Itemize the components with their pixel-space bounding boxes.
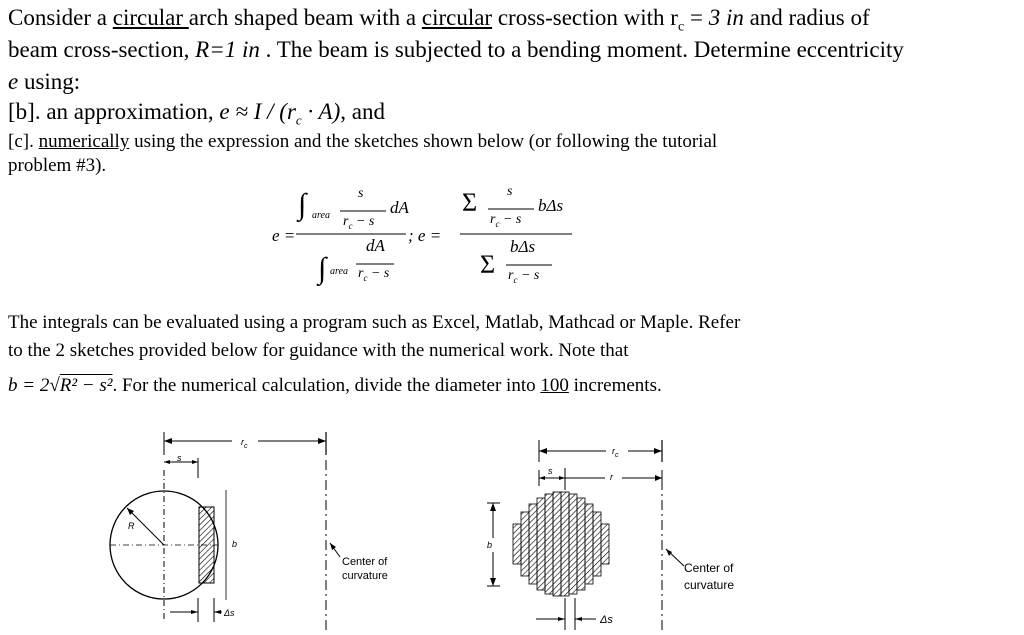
sum-num-bds: bΔs: [538, 196, 564, 215]
right-r-label: r: [610, 472, 613, 482]
R-value: R=1 in: [195, 37, 260, 62]
sub-c: c: [348, 220, 353, 231]
strip: [521, 512, 529, 576]
minus-s: − s: [367, 266, 390, 281]
r: r: [508, 268, 514, 283]
right-b-label: b: [487, 540, 493, 550]
strip: [585, 504, 593, 584]
sub-c: c: [495, 218, 500, 229]
text: , and: [340, 99, 385, 124]
strip: [545, 494, 553, 594]
underlined-circular-1: circular: [112, 5, 189, 30]
text: . For the numerical calculation, divide the diameter into: [112, 375, 541, 396]
strip: [561, 492, 569, 596]
sum-num-s: s: [507, 184, 513, 199]
text: increments.: [568, 375, 662, 396]
approx-formula: e ≈ I / (r: [219, 99, 296, 124]
strip: [601, 524, 609, 564]
subscript-c: c: [677, 19, 685, 35]
integral-sign-num: ∫: [298, 188, 307, 221]
left-center-label-2: curvature: [342, 570, 388, 582]
b-arrow-top: [490, 503, 496, 511]
right-ds-label: Δs: [600, 614, 613, 626]
rc-arrow-left: [539, 448, 547, 454]
text: [c].: [8, 131, 39, 152]
text: arch shaped beam with a: [188, 5, 422, 30]
left-ds-label: Δs: [224, 608, 235, 618]
den-dA: dA: [366, 236, 385, 255]
sub-c: c: [363, 272, 368, 283]
num-dA: dA: [390, 198, 409, 217]
s-arrow-left: [539, 476, 545, 480]
right-center-label-1: Center of: [684, 561, 734, 575]
minus-s: − s: [517, 268, 540, 283]
text: . The beam is subjected to a bending moment. Determine eccentricity: [259, 37, 904, 62]
integral-sub-den: area: [330, 266, 348, 277]
b-formula: b = 2√: [8, 375, 60, 396]
strip: [569, 494, 577, 594]
r-arrow-right: [655, 475, 662, 481]
rc-arrow-right: [654, 448, 662, 454]
strip: [513, 524, 521, 564]
text: [b]. an approximation,: [8, 99, 220, 124]
sub-c: c: [513, 274, 518, 285]
left-s-label: s: [177, 453, 182, 463]
sigma-den: Σ: [480, 250, 496, 279]
r: r: [612, 446, 615, 456]
left-R-label: R: [128, 521, 135, 531]
right-center-label-2: curvature: [684, 578, 735, 592]
s-arrow-right: [559, 476, 565, 480]
underlined-numerically: numerically: [38, 131, 130, 152]
integral-sub-num: area: [312, 210, 330, 221]
strip: [593, 512, 601, 576]
e-symbol: e: [8, 69, 19, 94]
strip: [529, 504, 537, 584]
ds-arrow-right: [575, 617, 582, 621]
sigma-num: Σ: [462, 188, 478, 217]
right-s-label: s: [548, 466, 553, 476]
text: using the expression and the sketches shown below (or following the tutorial: [129, 131, 718, 152]
strip: [577, 498, 585, 590]
underlined-circular-2: circular: [421, 5, 493, 30]
minus-s: − s: [352, 214, 375, 229]
r: r: [241, 437, 244, 447]
e-equals-1: e =: [272, 226, 296, 245]
item-c-line-2: problem #3).: [8, 155, 107, 176]
strip: [553, 492, 561, 596]
leader-arrow: [666, 549, 672, 556]
subscript-c: c: [295, 112, 302, 128]
radicand: R² − s²: [59, 375, 113, 396]
r: r: [490, 212, 496, 227]
text: Consider a: [8, 5, 113, 30]
text: using:: [18, 69, 81, 94]
num-s: s: [358, 186, 364, 201]
rc-value: 3 in: [708, 5, 744, 30]
text: and radius of: [743, 5, 870, 30]
approx-formula-end: · A): [301, 99, 341, 124]
sub-c: c: [244, 442, 248, 450]
b-arrow-bottom: [490, 578, 496, 586]
sub-c: c: [615, 451, 619, 459]
e-equals-2: ; e =: [408, 226, 442, 245]
right-rc-label: [612, 446, 619, 459]
paragraph-line-2: to the 2 sketches provided below for guidance with the numerical work. Note that: [8, 340, 629, 361]
text: cross-section with r: [492, 5, 678, 30]
integral-sign-den: ∫: [318, 252, 327, 285]
left-center-label-1: Center of: [342, 556, 388, 568]
r: r: [358, 266, 364, 281]
sum-den-bds: bΔs: [510, 237, 536, 256]
strip: [537, 498, 545, 590]
r: r: [343, 214, 349, 229]
left-b-label: b: [232, 539, 238, 549]
text: =: [684, 5, 709, 30]
text: beam cross-section,: [8, 37, 196, 62]
minus-s: − s: [499, 212, 522, 227]
ds-arrow-left: [558, 617, 565, 621]
increment-count: 100: [540, 375, 569, 396]
paragraph-line-1: The integrals can be evaluated using a program such as Excel, Matlab, Mathcad or Maple. Refer: [8, 312, 741, 333]
